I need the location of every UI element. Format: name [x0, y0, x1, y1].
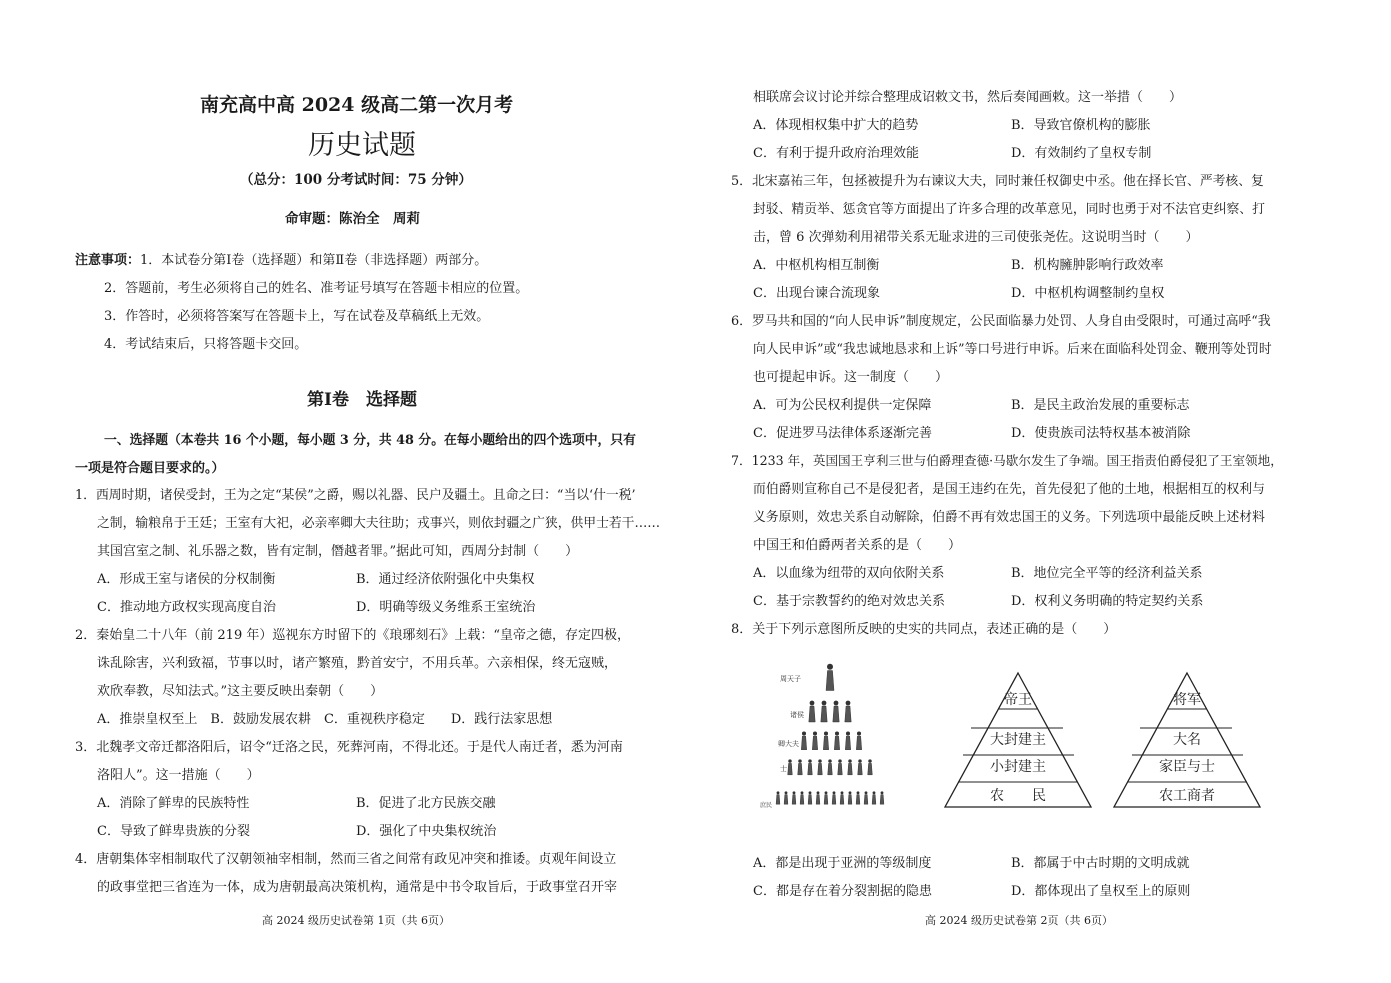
question-4-option-c[interactable]: C．有利于提升政府治理效能 — [753, 146, 919, 161]
fig3-level-3: 农工商者 — [1159, 788, 1215, 804]
question-2-line-2: 诛乱除害，兴利致福，节事以时，诸产繁殖，黔首安宁，不用兵革。六亲相保，终无寇贼， — [97, 656, 618, 671]
question-4-line-3: 相联席会议讨论并综合整理成诏敕文书，然后奏闻画敕。这一举措（ ） — [753, 90, 1183, 105]
fig3-level-2: 家臣与士 — [1159, 759, 1215, 775]
question-6-line-3: 也可提起申诉。这一制度（ ） — [753, 370, 949, 385]
question-5-option-b[interactable]: B．机构臃肿影响行政效率 — [1011, 258, 1164, 273]
figure-person — [845, 701, 851, 722]
figure-person — [788, 759, 793, 774]
figure-person — [832, 791, 836, 804]
section-instruction-1: 一、选择题（本卷共 16 个小题，每小题 3 分，共 48 分。在每小题给出的四个选项中，只有 — [104, 433, 636, 448]
question-3-option-b[interactable]: B．促进了北方民族交融 — [356, 796, 496, 811]
question-5-option-c[interactable]: C．出现台谏合流现象 — [753, 286, 880, 301]
figure-person — [800, 791, 804, 804]
school-title: 南充高中高 2024 级高二第一次月考 — [200, 94, 514, 116]
figure-person — [826, 664, 834, 691]
question-4-option-a[interactable]: A．体现相权集中扩大的趋势 — [753, 118, 919, 133]
section-instruction-2: 一项是符合题目要求的。） — [75, 461, 225, 476]
question-8-line-1: 8．关于下列示意图所反映的史实的共同点，表述正确的是（ ） — [731, 622, 1117, 637]
question-5-line-1: 5．北宋嘉祐三年，包拯被提升为右谏议大夫，同时兼任权御史中丞。他在择长官、严考核、复 — [731, 174, 1264, 189]
fig1-people — [776, 664, 884, 804]
notice-line-1 — [75, 249, 487, 268]
section-title: 第Ⅰ卷 选择题 — [307, 390, 417, 410]
fig1-label-1: 诸侯 — [790, 711, 804, 719]
figure-person — [856, 732, 861, 750]
question-1-option-c[interactable]: C．推动地方政权实现高度自治 — [97, 600, 276, 615]
question-7-line-2: 而伯爵则宣称自己不是侵犯者，是国王违约在先，首先侵犯了他的土地，根据相互的权利与 — [753, 482, 1265, 497]
figure-person — [824, 791, 828, 804]
figure-person — [834, 732, 839, 750]
question-7-line-4: 中国王和伯爵两者关系的是（ ） — [753, 538, 962, 553]
figure-person — [784, 791, 788, 804]
fig1-label-4: 庶民 — [760, 802, 773, 809]
fig2-level-2: 小封建主 — [990, 759, 1046, 775]
question-8-option-a[interactable]: A．都是出现于亚洲的等级制度 — [753, 856, 932, 871]
question-2-line-3: 欢欣奉教，尽知法式。”这主要反映出秦朝（ ） — [97, 684, 384, 699]
question-5-option-d[interactable]: D．中枢机构调整制约皇权 — [1011, 286, 1165, 301]
subject-title: 历史试题 — [308, 130, 416, 161]
notice-line-4: 4．考试结束后，只将答题卡交回。 — [104, 337, 308, 352]
question-1-line-2: 之制，输粮帛于王廷；王室有大祀，必亲率卿大夫往助；戎事兴，则依封疆之广狭，供甲士若干…… — [97, 516, 661, 531]
figure-person — [864, 791, 868, 804]
question-1-option-b[interactable]: B．通过经济依附强化中央集权 — [356, 572, 535, 587]
question-3-line-1: 3．北魏孝文帝迁都洛阳后，诏令“迁洛之民，死葬河南，不得北还。于是代人南迁者，悉为河南 — [75, 740, 623, 755]
question-6-option-c[interactable]: C．促进罗马法律体系逐渐完善 — [753, 426, 932, 441]
question-3-option-c[interactable]: C．导致了鲜卑贵族的分裂 — [97, 824, 250, 839]
fig1-label-3: 士 — [780, 765, 787, 773]
fig3-level-0: 将军 — [1173, 692, 1201, 708]
figure-person — [818, 759, 823, 774]
authors: 命审题：陈治全 周莉 — [285, 211, 420, 227]
question-4-option-d[interactable]: D．有效制约了皇权专制 — [1011, 146, 1152, 161]
figure-zhou-hierarchy — [760, 655, 900, 815]
score-line: （总分：100 分考试时间：75 分钟） — [240, 172, 472, 188]
figure-person — [858, 759, 863, 774]
fig2-level-1: 大封建主 — [990, 732, 1046, 748]
figure-person — [808, 759, 813, 774]
question-3-option-d[interactable]: D．强化了中央集权统治 — [356, 824, 497, 839]
notice-text: 1．本试卷分第Ⅰ卷（选择题）和第Ⅱ卷（非选择题）两部分。 — [140, 253, 488, 268]
page-footer-right: 高 2024 级历史试卷第 2页（共 6页） — [925, 914, 1113, 927]
question-6-option-d[interactable]: D．使贵族司法特权基本被消除 — [1011, 426, 1191, 441]
question-7-line-1: 7．1233 年，英国国王亨利三世与伯爵理查德·马歇尔发生了争端。国王指责伯爵侵犯了王室领地， — [731, 453, 1283, 468]
figure-person — [840, 791, 844, 804]
figure-person — [848, 759, 853, 774]
figure-person — [833, 701, 839, 722]
figure-person — [816, 791, 820, 804]
figure-person — [798, 759, 803, 774]
question-5-line-2: 封驳、精贡举、惩贪官等方面提出了许多合理的改革意见，同时也勇于对不法官吏纠察、打 — [753, 202, 1265, 217]
question-1-line-1: 1．西周时期，诸侯受封，王为之定“某侯”之爵，赐以礼器、民户及疆土。且命之曰：“当以‘什一税’ — [75, 488, 636, 503]
figure-person — [845, 732, 850, 750]
figure-person — [872, 791, 876, 804]
question-7-option-a[interactable]: A．以血缘为纽带的双向依附关系 — [753, 566, 945, 581]
fig2-level-0: 帝王 — [1004, 692, 1032, 708]
figure-japan-pyramid — [1112, 670, 1262, 810]
notice-label: 注意事项： — [75, 253, 141, 268]
question-4-option-b[interactable]: B．导致官僚机构的膨胀 — [1011, 118, 1151, 133]
figure-person — [848, 791, 852, 804]
figure-person — [821, 701, 827, 722]
notice-line-3: 3．作答时，必须将答案写在答题卡上，写在试卷及草稿纸上无效。 — [104, 309, 490, 324]
figure-person — [808, 791, 812, 804]
question-6-line-2: 向人民申诉”或“我忠诚地恳求和上诉”等口号进行申诉。后来在面临科处罚金、鞭刑等处罚时 — [753, 342, 1272, 357]
question-5-option-a[interactable]: A．中枢机构相互制衡 — [753, 258, 880, 273]
fig3-level-1: 大名 — [1173, 732, 1201, 748]
figure-person — [856, 791, 860, 804]
question-1-line-3: 其国宫室之制、礼乐器之数，皆有定制，僭越者罪。”据此可知，西周分封制（ ） — [97, 544, 579, 559]
question-7-option-b[interactable]: B．地位完全平等的经济利益关系 — [1011, 566, 1203, 581]
notice-line-2: 2．答题前，考生必须将自己的姓名、准考证号填写在答题卡相应的位置。 — [104, 281, 529, 296]
question-1-option-a[interactable]: A．形成王室与诸侯的分权制衡 — [97, 572, 276, 587]
question-4-line-2: 的政事堂把三省连为一体，成为唐朝最高决策机构，通常是中书令取旨后，于政事堂召开宰 — [97, 880, 618, 895]
figure-person — [776, 791, 780, 804]
question-7-option-d[interactable]: D．权利义务明确的特定契约关系 — [1011, 594, 1204, 609]
question-3-line-2: 洛阳人”。这一措施（ ） — [97, 768, 260, 783]
question-7-line-3: 义务原则，效忠关系自动解除，伯爵不再有效忠国王的义务。下列选项中最能反映上述材料 — [753, 510, 1265, 525]
page-footer-left: 高 2024 级历史试卷第 1页（共 6页） — [262, 914, 450, 927]
fig1-label-2: 卿大夫 — [778, 740, 799, 748]
question-8-option-d[interactable]: D．都体现出了皇权至上的原则 — [1011, 884, 1191, 899]
question-8-option-c[interactable]: C．都是存在着分裂割据的隐患 — [753, 884, 932, 899]
figure-person — [812, 732, 817, 750]
figure-person — [823, 732, 828, 750]
figure-europe-pyramid — [943, 670, 1093, 810]
fig1-label-0: 周天子 — [780, 675, 801, 683]
question-6-line-1: 6．罗马共和国的“向人民申诉”制度规定，公民面临暴力处罚、人身自由受限时，可通过高呼“我 — [731, 314, 1271, 329]
figure-person — [868, 759, 873, 774]
figure-person — [792, 791, 796, 804]
question-3-option-a[interactable]: A．消除了鲜卑的民族特性 — [97, 796, 250, 811]
question-5-line-3: 击，曾 6 次弹劾利用裙带关系无耻求进的三司使张尧佐。这说明当时（ ） — [753, 230, 1199, 245]
question-6-option-a[interactable]: A．可为公民权利提供一定保障 — [753, 398, 932, 413]
question-4-line-1: 4．唐朝集体宰相制取代了汉朝领袖宰相制，然而三省之间常有政见冲突和推诿。贞观年间设立 — [75, 852, 617, 867]
figure-person — [880, 791, 884, 804]
question-2-line-1: 2．秦始皇二十八年（前 219 年）巡视东方时留下的《琅琊刻石》上载：“皇帝之德，存定四极， — [75, 628, 630, 643]
question-6-option-b[interactable]: B．是民主政治发展的重要标志 — [1011, 398, 1190, 413]
figure-person — [838, 759, 843, 774]
fig2-level-3: 农 民 — [990, 788, 1046, 804]
figure-person — [801, 732, 806, 750]
question-1-option-d[interactable]: D．明确等级义务维系王室统治 — [356, 600, 536, 615]
question-2-options[interactable]: A．推崇皇权至上 B．鼓励发展农耕 C．重视秩序稳定 D．践行法家思想 — [97, 712, 553, 727]
figure-person — [809, 701, 815, 722]
figure-person — [828, 759, 833, 774]
question-7-option-c[interactable]: C．基于宗教誓约的绝对效忠关系 — [753, 594, 945, 609]
question-8-option-b[interactable]: B．都属于中古时期的文明成就 — [1011, 856, 1190, 871]
